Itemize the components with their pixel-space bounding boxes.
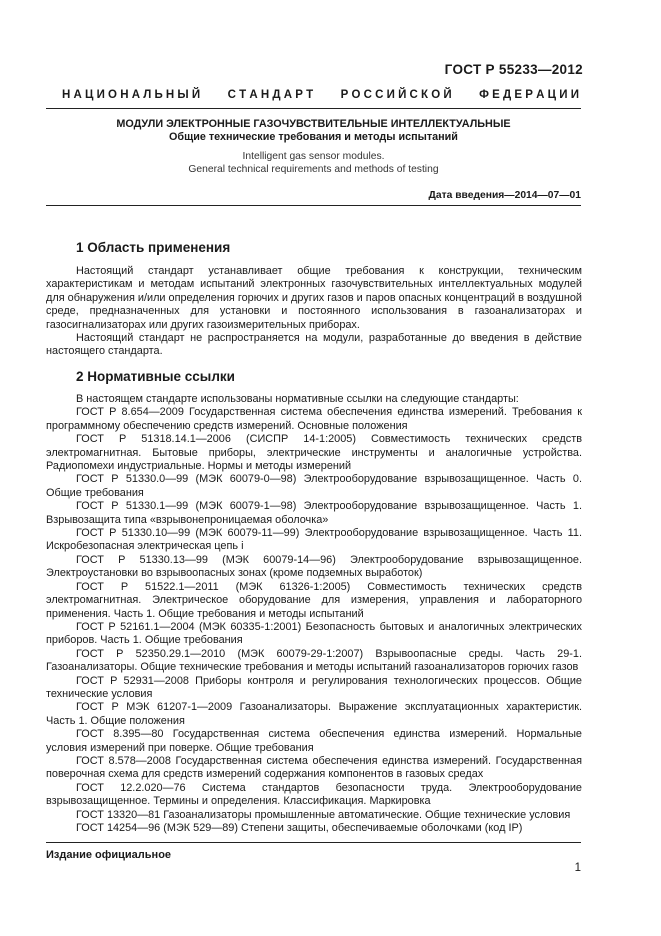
reference-item: ГОСТ Р 51330.10—99 (МЭК 60079-11—99) Электрооборудование взрывозащищенное. Часть 11. Искробезопасная электрическая цепь i	[46, 527, 582, 553]
paragraph: Настоящий стандарт не распространяется на модули, разработанные до введения в действие настоящего стандарта.	[46, 332, 582, 358]
document-title	[46, 118, 581, 144]
paragraph: Настоящий стандарт устанавливает общие требования к конструкции, техническим характеристикам и методам испытаний электронных газочувствительных интеллектуальных модулей для обнаружения и/или определения горючих и других газов и паров опасных концентраций в воздушной среде, предназначенных для установки и постоянного использования в газоанализаторах и газосигнализаторах или других газоизмерительных приборах.	[46, 265, 582, 331]
document-title-english	[46, 150, 581, 176]
date-divider	[46, 205, 581, 206]
reference-item: ГОСТ Р 52350.29.1—2010 (МЭК 60079-29-1:2007) Взрывоопасные среды. Часть 29-1. Газоанализаторы. Общие технические требования и методы испытаний газоанализаторов горючих газов	[46, 647, 582, 674]
reference-item: ГОСТ 14254—96 (МЭК 529—89) Степени защиты, обеспечиваемые оболочками (код IP)	[76, 822, 523, 834]
reference-item: ГОСТ Р 51522.1—2011 (МЭК 61326-1:2005) Совместимость технических средств электромагнитная. Электрическое оборудование для измерения, управления и лабораторного применения. Часть 1. Общие требования и методы испытаний	[46, 580, 582, 620]
reference-item: ГОСТ Р 52161.1—2004 (МЭК 60335-1:2001) Безопасность бытовых и аналогичных электрических приборов. Часть 1. Общие требования	[46, 620, 582, 647]
title-en-line: Intelligent gas sensor modules.	[242, 151, 385, 162]
reference-item: ГОСТ 8.395—80 Государственная система обеспечения единства измерений. Нормальные условия измерений при поверке. Общие требования	[46, 728, 582, 754]
document-code: ГОСТ Р 55233—2012	[444, 62, 583, 77]
section-1-heading: 1 Область применения	[76, 240, 231, 255]
reference-item: ГОСТ 8.578—2008 Государственная система обеспечения единства измерений. Государственная поверочная схема для средств измерений содержания компонентов в газовых средах	[46, 754, 582, 781]
reference-item: ГОСТ Р 51318.14.1—2006 (СИСПР 14-1:2005) Совместимость технических средств электромагнитная. Бытовые приборы, электрические инструменты и аналогичные устройства. Радиопомехи индустриальные. Нормы и методы измерений	[46, 433, 582, 473]
banner-word: С Т А Н Д А Р Т	[227, 89, 314, 101]
title-line-main: МОДУЛИ ЭЛЕКТРОННЫЕ ГАЗОЧУВСТВИТЕЛЬНЫЕ ИНТЕЛЛЕКТУАЛЬНЫЕ	[116, 118, 511, 130]
banner-word: Ф Е Д Е Р А Ц И И	[479, 89, 579, 101]
header-divider	[46, 108, 581, 109]
footer-divider	[46, 842, 581, 843]
reference-item: ГОСТ 13320—81 Газоанализаторы промышленные автоматические. Общие технические условия	[76, 808, 571, 821]
title-line-subtitle: Общие технические требования и методы испытаний	[169, 131, 458, 143]
introduction-date: Дата введения—2014—07—01	[428, 190, 581, 201]
banner-word: Р О С С И Й С К О Й	[340, 89, 452, 101]
national-standard-banner	[62, 89, 579, 101]
reference-item: ГОСТ Р 51330.0—99 (МЭК 60079-0—98) Электрооборудование взрывозащищенное. Часть 0. Общие требования	[46, 473, 582, 499]
banner-word: Н А Ц И О Н А Л Ь Н Ы Й	[62, 89, 201, 101]
reference-item: ГОСТ Р 51330.1—99 (МЭК 60079-1—98) Электрооборудование взрывозащищенное. Часть 1. Взрывозащита типа «взрывонепроницаемая оболочка»	[46, 500, 582, 526]
reference-item: ГОСТ Р 51330.13—99 (МЭК 60079-14—96) Электрооборудование взрывозащищенное. Электроустановки во взрывоопасных зонах (кроме подземных выработок)	[46, 553, 582, 580]
reference-item: ГОСТ Р 52931—2008 Приборы контроля и регулирования технологических процессов. Общие технические условия	[46, 674, 582, 700]
paragraph: В настоящем стандарте использованы нормативные ссылки на следующие стандарты:	[76, 393, 519, 405]
reference-item: ГОСТ Р МЭК 61207-1—2009 Газоанализаторы. Выражение эксплуатационных характеристик. Часть 1. Общие положения	[46, 701, 582, 727]
section-1-body	[46, 265, 582, 359]
title-en-line: General technical requirements and methods of testing	[188, 164, 439, 175]
section-2-heading: 2 Нормативные ссылки	[76, 369, 235, 384]
reference-item: ГОСТ Р 8.654—2009 Государственная система обеспечения единства измерений. Требования к программному обеспечению средств измерений. Основные положения	[46, 406, 582, 432]
section-2-body	[46, 393, 582, 835]
reference-item: ГОСТ 12.2.020—76 Система стандартов безопасности труда. Электрооборудование взрывозащищенное. Термины и определения. Классификация. Маркировка	[46, 781, 582, 808]
official-edition-label: Издание официальное	[46, 849, 172, 861]
page-number: 1	[574, 862, 581, 874]
